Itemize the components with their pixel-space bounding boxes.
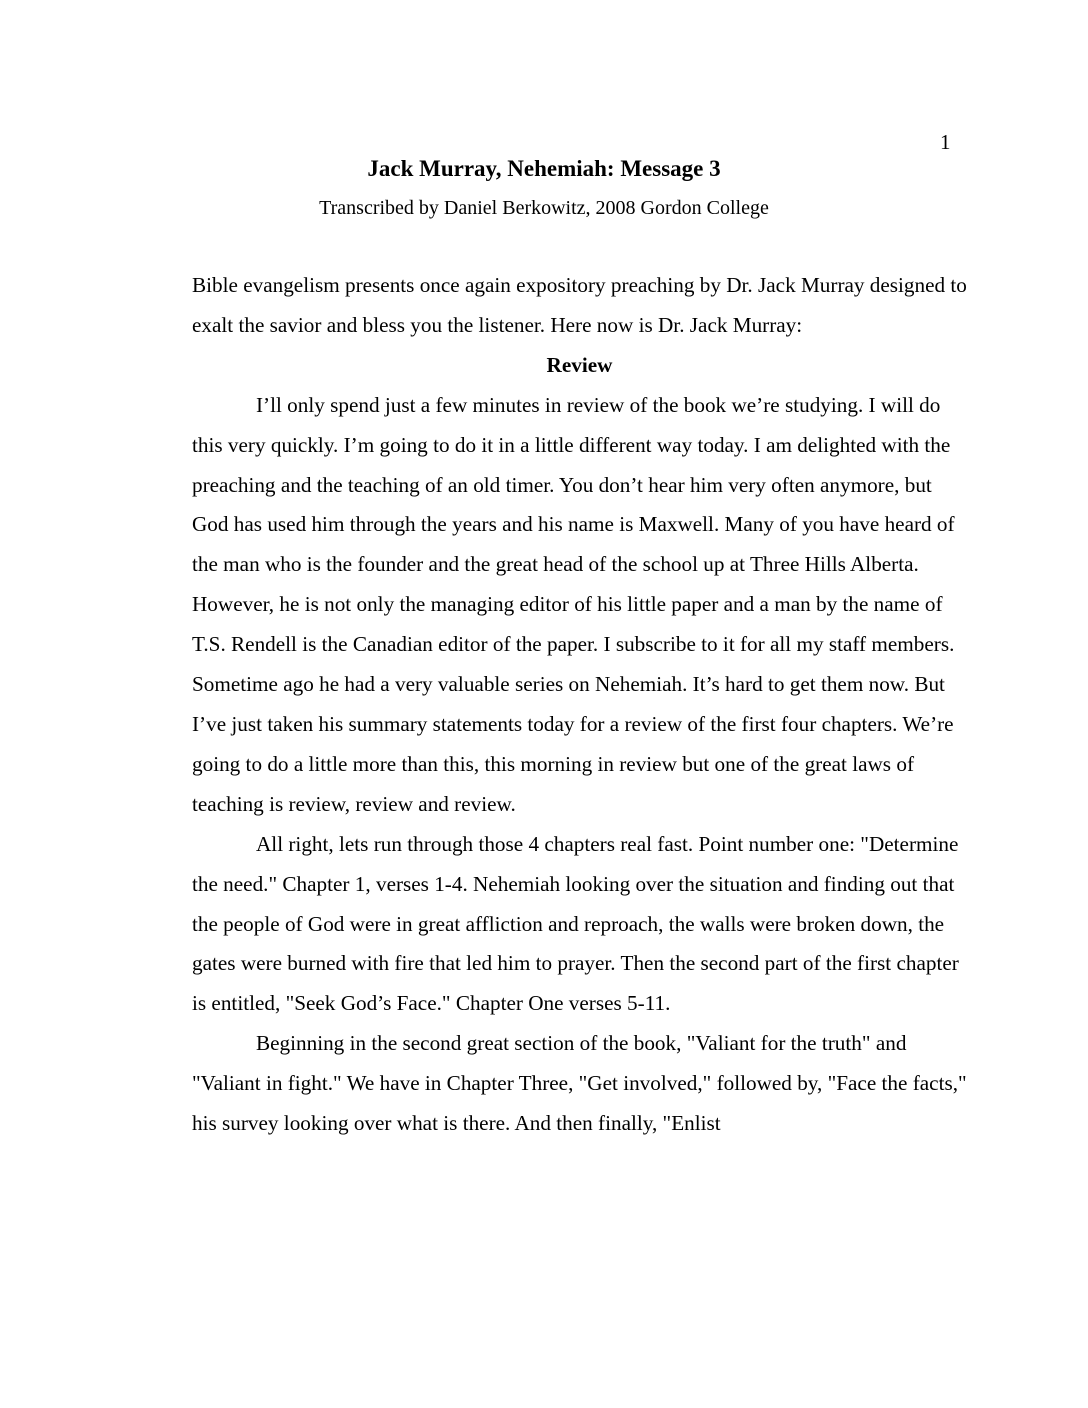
section-heading-review: Review (546, 352, 613, 377)
intro-paragraph: Bible evangelism presents once again expository preaching by Dr. Jack Murray designed to exalt the savior and bless you the listener. Here now is Dr. Jack Murray: (192, 273, 967, 337)
document-body (192, 266, 967, 1144)
body-paragraph: I’ll only spend just a few minutes in review of the book we’re studying. I will do this very quickly. I’m going to do it in a little different way today. I am delighted with the preaching and the teaching of an old timer. You don’t hear him very often anymore, but God has used him through the years and his name is Maxwell. Many of you have heard of the man who is the founder and the great head of the school up at Three Hills Alberta. However, he is not only the managing editor of his little paper and a man by the name of T.S. Rendell is the Canadian editor of the paper. I subscribe to it for all my staff members. Sometime ago he had a very valuable series on Nehemiah. It’s hard to get them now. But I’ve just taken his summary statements today for a review of the first four chapters. We’re going to do a little more than this, this morning in review but one of the great laws of teaching is review, review and review. (192, 392, 955, 816)
body-paragraph: All right, lets run through those 4 chapters real fast. Point number one: "Determine the need." Chapter 1, verses 1-4. Nehemiah looking over the situation and finding out that the people of God were in great affliction and reproach, the walls were broken down, the gates were burned with fire that led him to prayer. Then the second part of the first chapter is entitled, "Seek God’s Face." Chapter One verses 5-11. (192, 831, 959, 1016)
page-number: 1 (940, 130, 951, 154)
document-title: Jack Murray, Nehemiah: Message 3 (367, 156, 721, 181)
body-paragraph: Beginning in the second great section of the book, "Valiant for the truth" and "Valiant in fight." We have in Chapter Three, "Get involved," followed by, "Face the facts," his survey looking over what is there. And then finally, "Enlist (192, 1031, 967, 1136)
document-subtitle: Transcribed by Daniel Berkowitz, 2008 Gordon College (319, 197, 769, 219)
